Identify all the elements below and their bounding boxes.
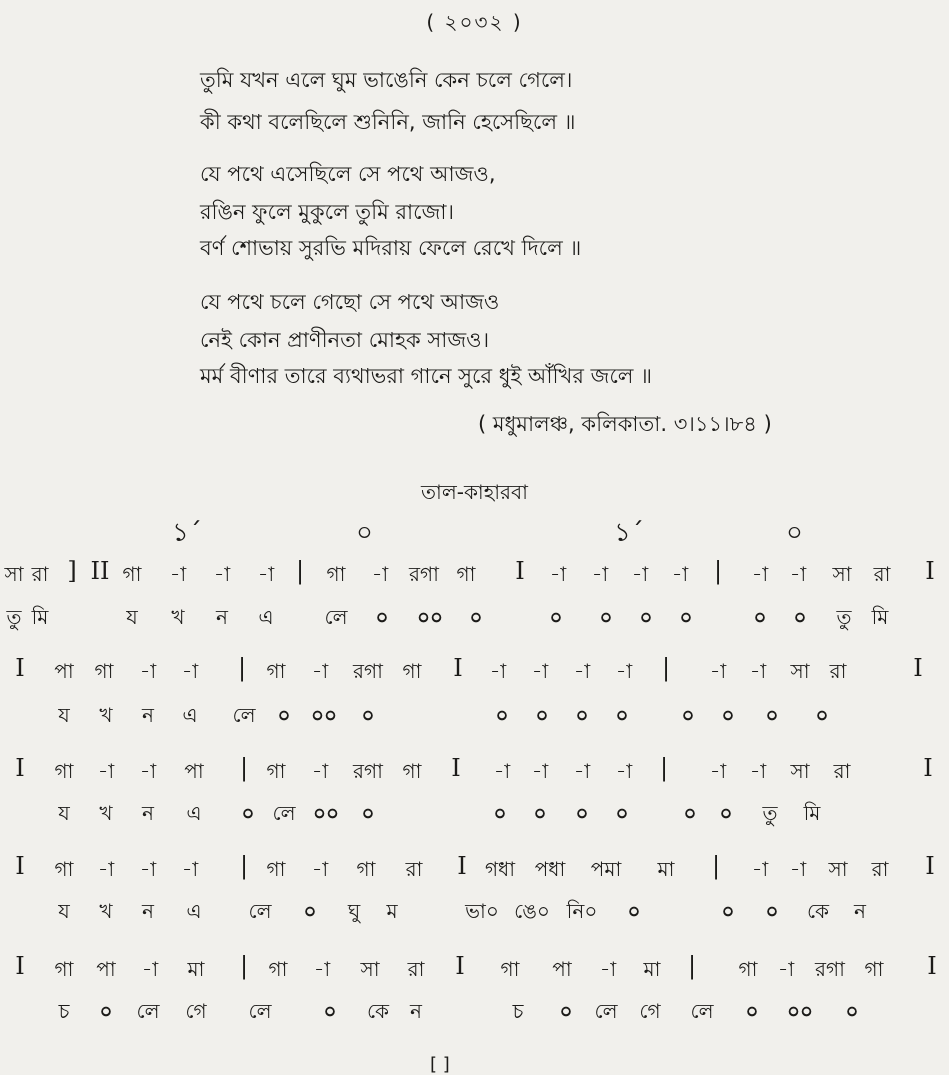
- lyric-syllable: ০: [575, 801, 589, 825]
- swara-note: গা: [122, 562, 142, 586]
- beat-mark: ১´: [614, 518, 644, 548]
- bar-line: I: [15, 754, 25, 782]
- lyric-syllable: ০: [845, 999, 859, 1023]
- bar-line: I: [455, 952, 465, 980]
- bar-line: |: [659, 754, 669, 782]
- bar-line: I: [15, 654, 25, 682]
- lyric-syllable: ০: [721, 703, 735, 727]
- lyric-syllable: কে: [366, 999, 390, 1023]
- lyric-syllable: কে: [806, 899, 830, 923]
- bar-line: I: [15, 852, 25, 880]
- lyric-syllable: ০: [303, 899, 317, 923]
- lyric-syllable: য: [58, 899, 70, 923]
- swara-note: -া: [181, 857, 199, 881]
- swara-note: পা: [54, 659, 74, 683]
- swara-note: -া: [615, 659, 633, 683]
- bar-line: |: [239, 952, 249, 980]
- swara-note: -া: [139, 857, 157, 881]
- lyric-syllable: ০: [375, 605, 389, 629]
- swara-note: -া: [311, 759, 329, 783]
- swara-note: -া: [489, 659, 507, 683]
- swara-note: গা: [864, 957, 884, 981]
- swara-note: গা: [266, 659, 286, 683]
- lyric-syllable: লে: [248, 999, 272, 1023]
- lyric-syllable: গে: [185, 999, 207, 1023]
- swara-note: -া: [789, 857, 807, 881]
- swara-note: -া: [709, 659, 727, 683]
- swara-note: পধা: [534, 857, 566, 881]
- lyric-syllable: ০: [361, 703, 375, 727]
- lyric-syllable: য: [58, 703, 70, 727]
- swara-note: -া: [671, 562, 689, 586]
- swara-note: -া: [257, 562, 275, 586]
- swara-note: -া: [531, 759, 549, 783]
- lyric-syllable: ০: [615, 801, 629, 825]
- swara-note: -া: [777, 957, 795, 981]
- lyric-syllable: নি০: [566, 899, 598, 923]
- lyric-syllable: তু: [836, 605, 852, 629]
- swara-note: গধা: [484, 857, 516, 881]
- swara-note: -া: [313, 957, 331, 981]
- lyric-syllable: ০০: [310, 703, 338, 727]
- swara-note: -া: [213, 562, 231, 586]
- bar-line: |: [295, 557, 305, 585]
- attribution: ( মধুমালঞ্চ, কলিকাতা. ৩।১১।৮৪ ): [478, 412, 772, 436]
- lyric-syllable: ০: [469, 605, 483, 629]
- lyric-syllable: তু: [762, 801, 778, 825]
- swara-note: গা: [266, 759, 286, 783]
- swara-note: -া: [599, 957, 617, 981]
- swara-note: সা: [360, 957, 380, 981]
- lyric-line: যে পথে চলে গেছো সে পথে আজও: [200, 290, 500, 314]
- bar-line: I: [453, 654, 463, 682]
- swara-note: গা: [94, 659, 114, 683]
- swara-note: মা: [187, 957, 205, 981]
- bar-line: I: [515, 557, 525, 585]
- swara-note: রগা: [353, 659, 383, 683]
- lyric-syllable: ০: [615, 703, 629, 727]
- swara-note: -া: [311, 659, 329, 683]
- lyric-syllable: খ: [171, 605, 185, 629]
- bar-line: I: [15, 952, 25, 980]
- swara-note: রা: [833, 759, 851, 783]
- lyric-syllable: ০: [765, 703, 779, 727]
- swara-note: -া: [169, 562, 187, 586]
- swara-note: -া: [749, 759, 767, 783]
- bar-line: I: [925, 557, 935, 585]
- lyric-syllable: ন: [854, 899, 866, 923]
- lyric-syllable: ০: [99, 999, 113, 1023]
- lyric-line: বর্ণ শোভায় সুরভি মদিরায় ফেলে রেখে দিলে ॥: [200, 236, 582, 260]
- lyric-syllable: ০: [681, 703, 695, 727]
- swara-note: -া: [549, 562, 567, 586]
- lyric-syllable: ভা০: [465, 899, 499, 923]
- swara-note: গা: [54, 857, 74, 881]
- beat-mark: ০: [786, 518, 803, 548]
- page-number: ( ২০৩২ ): [426, 10, 523, 34]
- lyric-syllable: ০: [323, 999, 337, 1023]
- lyric-line: যে পথে এসেছিলে সে পথে আজও,: [200, 162, 496, 186]
- lyric-syllable: লে: [232, 703, 256, 727]
- bar-line: |: [711, 852, 721, 880]
- swara-note: -া: [615, 759, 633, 783]
- swara-note: গা: [402, 759, 422, 783]
- swara-note: -া: [789, 562, 807, 586]
- swara-note: -া: [631, 562, 649, 586]
- swara-note: গা: [402, 659, 422, 683]
- swara-note: -া: [139, 759, 157, 783]
- bar-line: |: [239, 754, 249, 782]
- swara-note: রগা: [815, 957, 845, 981]
- lyric-syllable: ০: [627, 899, 641, 923]
- lyric-syllable: লে: [136, 999, 160, 1023]
- beat-mark: ০: [356, 518, 373, 548]
- bar-line: |: [239, 852, 249, 880]
- swara-note: -া: [97, 857, 115, 881]
- lyric-syllable: ০: [683, 801, 697, 825]
- lyric-line: কী কথা বলেছিলে শুনিনি, জানি হেসেছিলে ॥: [200, 110, 576, 134]
- swara-note: -া: [573, 659, 591, 683]
- bar-line: I: [925, 852, 935, 880]
- bar-line: I: [923, 754, 933, 782]
- lyric-syllable: লে: [248, 899, 272, 923]
- swara-note: -া: [709, 759, 727, 783]
- lyric-syllable: লে: [594, 999, 618, 1023]
- lyric-syllable: ন: [216, 605, 228, 629]
- bottom-bracket: [ ]: [430, 1054, 450, 1075]
- swara-note: -া: [311, 857, 329, 881]
- lyric-syllable: ০: [535, 703, 549, 727]
- lyric-syllable: এ: [186, 801, 202, 825]
- lyric-syllable: ন: [410, 999, 422, 1023]
- bar-line: ]: [67, 557, 77, 585]
- lyric-syllable: ০: [533, 801, 547, 825]
- lyric-syllable: ০: [495, 703, 509, 727]
- swara-note: পা: [184, 759, 204, 783]
- swara-note: -া: [531, 659, 549, 683]
- swara-note: রা: [31, 562, 49, 586]
- lyric-syllable: ০: [241, 801, 255, 825]
- swara-note: গা: [54, 759, 74, 783]
- swara-note: সা: [790, 759, 810, 783]
- swara-note: মা: [643, 957, 661, 981]
- swara-note: গা: [266, 857, 286, 881]
- lyric-syllable: লে: [690, 999, 714, 1023]
- lyric-syllable: চ: [58, 999, 70, 1023]
- lyric-line: রঙিন ফুলে মুকুলে তুমি রাজো।: [200, 200, 454, 224]
- swara-note: গা: [738, 957, 758, 981]
- swara-note: -া: [139, 659, 157, 683]
- swara-note: -া: [751, 562, 769, 586]
- lyric-syllable: চ: [512, 999, 524, 1023]
- swara-note: পা: [96, 957, 116, 981]
- lyric-syllable: ন: [142, 801, 154, 825]
- swara-note: মা: [657, 857, 675, 881]
- bar-line: |: [237, 654, 247, 682]
- swara-note: -া: [591, 562, 609, 586]
- lyric-syllable: লে: [272, 801, 296, 825]
- bar-line: |: [661, 654, 671, 682]
- lyric-line: মর্ম বীণার তারে ব্যথাভরা গানে সুরে ধুই আঁখির জলে ॥: [200, 364, 653, 388]
- lyric-syllable: ঙে০: [514, 899, 550, 923]
- swara-note: -া: [751, 857, 769, 881]
- swara-note: সা: [828, 857, 848, 881]
- swara-note: রা: [873, 562, 891, 586]
- swara-note: গা: [268, 957, 288, 981]
- lyric-syllable: ০০: [786, 999, 814, 1023]
- swara-note: -া: [97, 759, 115, 783]
- swara-note: -া: [141, 957, 159, 981]
- swara-note: রগা: [353, 759, 383, 783]
- lyric-syllable: এ: [182, 703, 198, 727]
- beat-mark: ১´: [172, 518, 202, 548]
- lyric-syllable: তু: [6, 605, 22, 629]
- swara-note: সা: [4, 562, 24, 586]
- bar-line: I: [451, 754, 461, 782]
- lyric-syllable: ০: [575, 703, 589, 727]
- lyric-syllable: খ: [99, 703, 113, 727]
- lyric-syllable: ০: [679, 605, 693, 629]
- lyric-syllable: ০: [277, 703, 291, 727]
- bar-line: I: [457, 852, 467, 880]
- lyric-syllable: মি: [871, 605, 889, 629]
- lyric-syllable: ম: [386, 899, 398, 923]
- lyric-syllable: ০: [559, 999, 573, 1023]
- lyric-syllable: মি: [803, 801, 821, 825]
- lyric-syllable: খ: [99, 899, 113, 923]
- lyric-syllable: ০০: [416, 605, 444, 629]
- swara-note: সা: [832, 562, 852, 586]
- lyric-syllable: গে: [639, 999, 661, 1023]
- lyric-syllable: ০: [745, 999, 759, 1023]
- lyric-syllable: মি: [31, 605, 49, 629]
- lyric-syllable: ঘু: [347, 899, 361, 923]
- swara-note: -া: [573, 759, 591, 783]
- lyric-syllable: ০: [721, 899, 735, 923]
- swara-note: পমা: [590, 857, 622, 881]
- lyric-syllable: ০: [719, 801, 733, 825]
- swara-note: -া: [181, 659, 199, 683]
- bar-line: |: [687, 952, 697, 980]
- swara-note: -া: [749, 659, 767, 683]
- swara-note: গা: [54, 957, 74, 981]
- swara-note: -া: [493, 759, 511, 783]
- swara-note: রা: [871, 857, 889, 881]
- lyric-syllable: ০: [361, 801, 375, 825]
- swara-note: গা: [356, 857, 376, 881]
- bar-line: II: [90, 557, 110, 585]
- lyric-syllable: ০: [599, 605, 613, 629]
- swara-note: রগা: [409, 562, 439, 586]
- lyric-syllable: ০: [549, 605, 563, 629]
- lyric-syllable: এ: [258, 605, 274, 629]
- swara-note: রা: [829, 659, 847, 683]
- lyric-syllable: ন: [142, 899, 154, 923]
- swara-note: সা: [790, 659, 810, 683]
- lyric-syllable: খ: [99, 801, 113, 825]
- bar-line: |: [713, 557, 723, 585]
- swara-note: গা: [456, 562, 476, 586]
- swara-note: -া: [371, 562, 389, 586]
- bar-line: I: [927, 952, 937, 980]
- swara-note: পা: [552, 957, 572, 981]
- swara-note: রা: [405, 857, 423, 881]
- lyric-syllable: এ: [186, 899, 202, 923]
- lyric-syllable: ০: [815, 703, 829, 727]
- lyric-syllable: ০: [793, 605, 807, 629]
- bar-line: I: [913, 654, 923, 682]
- taal-heading: তাল-কাহারবা: [421, 480, 528, 504]
- lyric-syllable: ০: [493, 801, 507, 825]
- lyric-line: তুমি যখন এলে ঘুম ভাঙেনি কেন চলে গেলে।: [200, 68, 573, 92]
- lyric-syllable: ০: [639, 605, 653, 629]
- lyric-syllable: লে: [324, 605, 348, 629]
- lyric-syllable: ০: [753, 605, 767, 629]
- lyric-syllable: য: [58, 801, 70, 825]
- swara-note: গা: [500, 957, 520, 981]
- lyric-line: নেই কোন প্রাণীনতা মোহক সাজও।: [200, 328, 490, 352]
- lyric-syllable: ০০: [312, 801, 340, 825]
- swara-note: রা: [407, 957, 425, 981]
- lyric-syllable: য: [126, 605, 138, 629]
- lyric-syllable: ০: [765, 899, 779, 923]
- swara-note: গা: [326, 562, 346, 586]
- lyric-syllable: ন: [142, 703, 154, 727]
